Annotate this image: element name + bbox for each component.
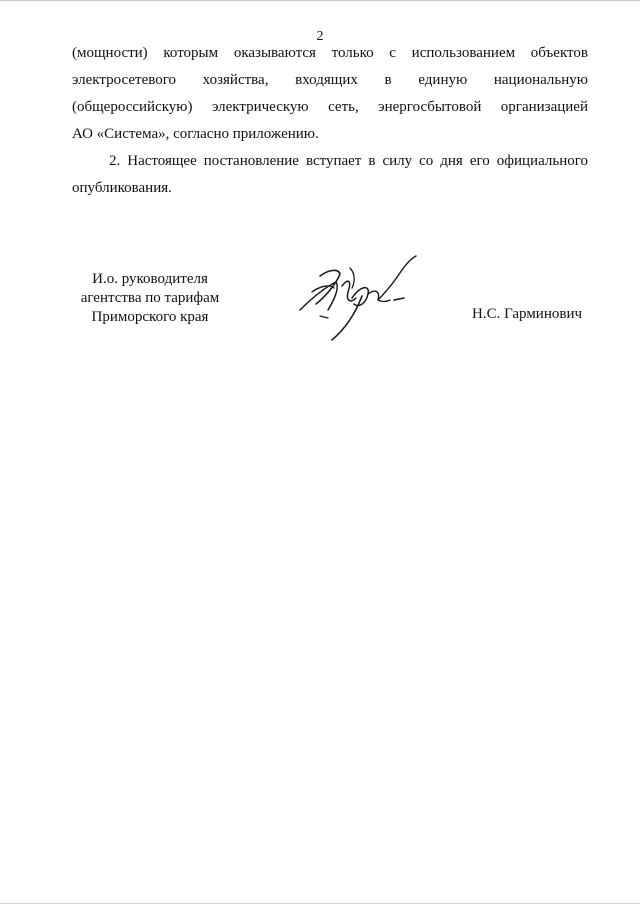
paragraph-1-line-4: АО «Система», согласно приложению.: [72, 126, 319, 142]
signer-title-line-1: И.о. руководителя: [92, 271, 208, 287]
paragraph-1-line-2: электросетевого хозяйства, входящих в единую национальную: [72, 72, 588, 88]
paragraph-2-line-2: опубликования.: [72, 180, 172, 196]
paragraph-1-line-1: (мощности) которым оказываются только с использованием объектов: [72, 45, 588, 61]
paragraph-2: [72, 148, 588, 202]
handwritten-signature-icon: [290, 248, 420, 348]
signer-title-line-2: агентства по тарифам: [80, 290, 220, 306]
signer-title: [60, 270, 240, 327]
page-number: 2: [316, 29, 324, 44]
signer-name: Н.С. Гарминович: [472, 306, 583, 322]
paragraph-1: [72, 40, 588, 148]
paragraph-2-line-1: 2. Настоящее постановление вступает в силу со дня его официального: [109, 153, 588, 169]
page-edge-bottom: [0, 903, 640, 904]
signer-title-line-3: Приморского края: [91, 309, 209, 325]
page-edge-top: [0, 0, 640, 1]
paragraph-1-line-3: (общероссийскую) электрическую сеть, энергосбытовой организацией: [72, 99, 588, 115]
